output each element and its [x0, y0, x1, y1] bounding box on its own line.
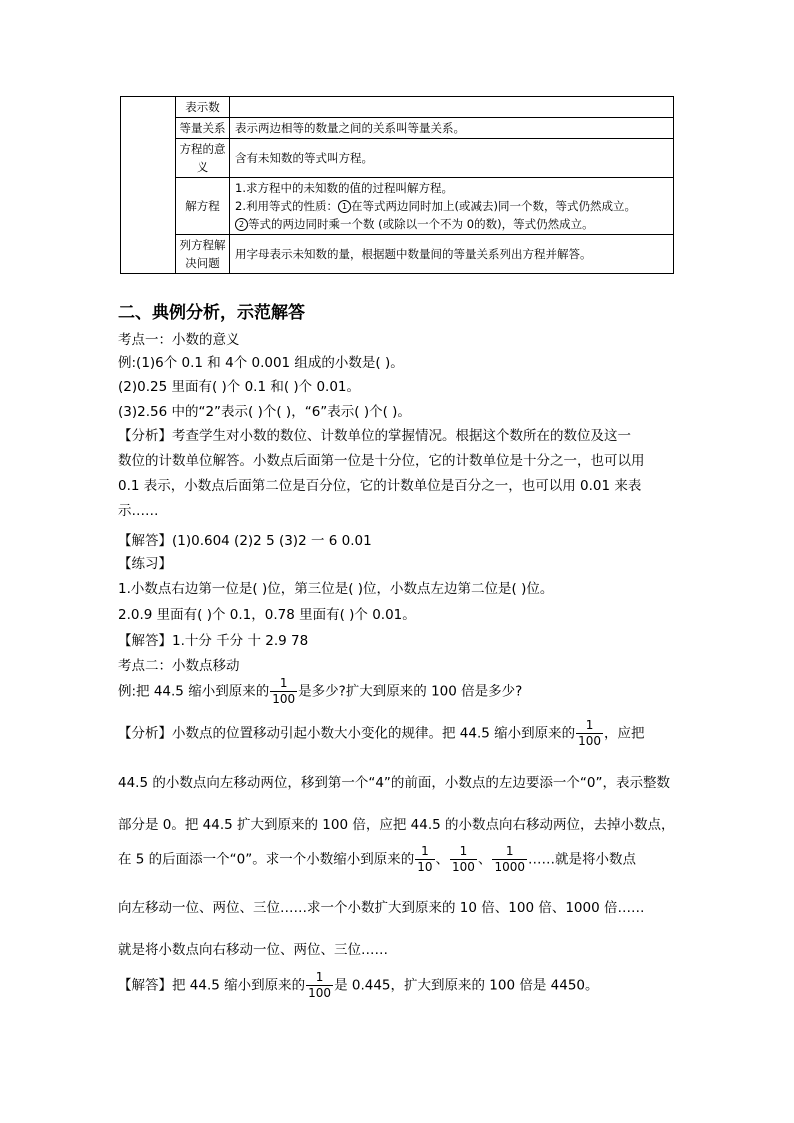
desc-line [235, 215, 668, 233]
practice-line: 1.小数点右边第一位是( )位，第三位是( )位，小数点左边第二位是( )位。 [118, 581, 554, 597]
term-cell: 等量关系 [176, 118, 230, 139]
kp2-title: 考点二：小数点移动 [118, 658, 240, 674]
fraction: $\frac{1}{100}$ [578, 718, 602, 748]
ex2-text: 例:把 44.5 缩小到原来的 [118, 683, 270, 700]
ex2-line [118, 676, 522, 707]
desc-text: 等式的两边同时乘一个数 (或除以一个不为 0的数)，等式仍然成立。 [248, 217, 594, 231]
fraction: $\frac{1}{100}$ [272, 676, 296, 706]
term-cell: 列方程解决问题 [176, 235, 230, 274]
practice-line: 2.0.9 里面有( )个 0.1，0.78 里面有( )个 0.01。 [118, 607, 416, 623]
answer2-line [118, 970, 599, 1001]
kp1-title: 考点一：小数的意义 [118, 332, 240, 348]
answer-line: 【解答】1.十分 千分 十 2.9 78 [118, 633, 309, 649]
analysis2-text: ……就是将小数点 [527, 851, 636, 868]
fraction: $\frac{1}{100}$ [308, 970, 332, 1000]
circled-number: 2 [235, 218, 248, 231]
term-cell: 表示数 [176, 97, 230, 118]
definition-table [120, 96, 674, 274]
circled-number: 1 [338, 200, 351, 213]
ex2-text: 是多少?扩大到原来的 100 倍是多少? [298, 683, 523, 700]
fraction: $\frac{1}{1000}$ [494, 844, 525, 874]
analysis2-line: 就是将小数点向右移动一位、两位、三位…… [118, 942, 388, 958]
ex1-line: (2)0.25 里面有( )个 0.1 和( )个 0.01。 [118, 379, 361, 395]
separator: 、 [435, 851, 450, 868]
analysis-line: 0.1 表示，小数点后面第二位是百分位，它的计数单位是百分之一，也可以用 0.01 来表 [118, 478, 642, 494]
answer-line: 【解答】(1)0.604 (2)2 5 (3)2 一 6 0.01 [118, 533, 372, 549]
desc-cell: 表示两边相等的数量之间的关系叫等量关系。 [230, 118, 674, 139]
practice-label: 【练习】 [118, 556, 172, 572]
ex1-line: (3)2.56 中的“2”表示( )个( )，“6”表示( )个( )。 [118, 404, 411, 420]
analysis-line: 【分析】考查学生对小数的数位、计数单位的掌握情况。根据这个数所在的数位及这一 [118, 428, 631, 444]
analysis2-line: 部分是 0。把 44.5 扩大到原来的 100 倍，应把 44.5 的小数点向右移动两位，去掉小数点， [118, 817, 675, 833]
blank-cell [121, 97, 176, 274]
desc-cell: 用字母表示未知数的量，根据题中数量间的等量关系列出方程并解答。 [230, 235, 674, 274]
analysis2-text: 【分析】小数点的位置移动引起小数大小变化的规律。把 44.5 缩小到原来的 [118, 725, 576, 742]
term-cell: 解方程 [176, 178, 230, 235]
analysis2-line: 向左移动一位、两位、三位……求一个小数扩大到原来的 10 倍、100 倍、1000 倍…… [118, 900, 645, 916]
desc-line: 1.求方程中的未知数的值的过程叫解方程。 [235, 181, 453, 195]
ex1-line: 例:(1)6个 0.1 和 4个 0.001 组成的小数是( )。 [118, 355, 404, 371]
analysis2-line [118, 718, 645, 749]
analysis-line: 示…… [118, 503, 159, 519]
analysis2-text: 在 5 的后面添一个“0”。求一个小数缩小到原来的 [118, 851, 415, 868]
answer2-text: 是 0.445，扩大到原来的 100 倍是 4450。 [334, 977, 599, 994]
separator: 、 [477, 851, 492, 868]
desc-line [235, 197, 668, 215]
desc-cell: 含有未知数的等式叫方程。 [230, 139, 674, 178]
section-heading: 二、典例分析，示范解答 [118, 303, 305, 323]
analysis-line: 数位的计数单位解答。小数点后面第一位是十分位，它的计数单位是十分之一，也可以用 [118, 453, 645, 469]
analysis2-text: ，应把 [604, 725, 645, 742]
desc-text: 2.利用等式的性质： [235, 199, 338, 213]
desc-cell [230, 178, 674, 235]
analysis2-line: 44.5 的小数点向左移动两位，移到第一个“4”的前面，小数点的左边要添一个“0”，表示整数 [118, 775, 671, 791]
desc-cell [230, 97, 674, 118]
term-cell: 方程的意义 [176, 139, 230, 178]
fraction: $\frac{1}{10}$ [417, 844, 433, 874]
answer2-text: 【解答】把 44.5 缩小到原来的 [118, 977, 306, 994]
analysis2-line [118, 844, 636, 875]
fraction: $\frac{1}{100}$ [452, 844, 475, 874]
desc-text: 在等式两边同时加上(或减去)同一个数，等式仍然成立。 [350, 199, 636, 213]
